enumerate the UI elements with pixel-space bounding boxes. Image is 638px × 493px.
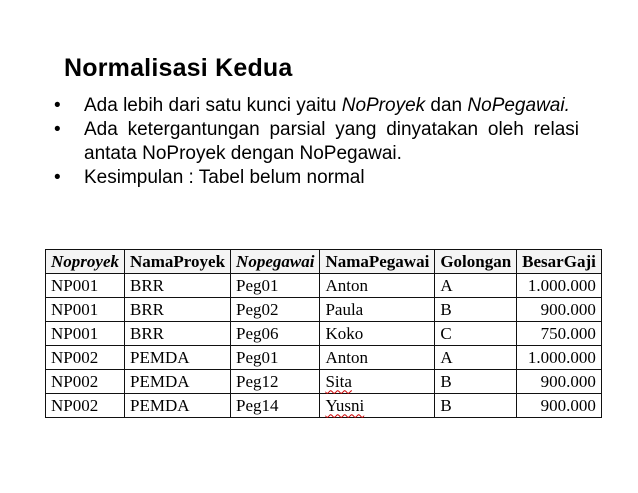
cell-namaproyek: PEMDA (124, 346, 230, 370)
bullet-text: Kesimpulan : Tabel belum normal (84, 167, 365, 188)
cell-golongan: A (435, 274, 517, 298)
cell-nopegawai: Peg01 (231, 274, 320, 298)
bullet-item (52, 118, 579, 166)
cell-namaproyek: PEMDA (124, 394, 230, 418)
cell-nopegawai: Peg02 (231, 298, 320, 322)
cell-golongan: C (435, 322, 517, 346)
cell-besargaji: 900.000 (517, 394, 602, 418)
cell-namapegawai: Paula (320, 298, 435, 322)
cell-namapegawai: Anton (320, 346, 435, 370)
cell-namapegawai: Yusni (320, 394, 435, 418)
cell-golongan: B (435, 298, 517, 322)
cell-golongan: A (435, 346, 517, 370)
table-header-row (46, 250, 602, 274)
table-row (46, 298, 602, 322)
cell-noproyek: NP001 (46, 274, 125, 298)
cell-golongan: B (435, 370, 517, 394)
cell-noproyek: NP001 (46, 298, 125, 322)
header-besargaji: BesarGaji (517, 250, 602, 274)
bullet-dot: • (54, 167, 61, 188)
bullet-key-nopegawai: NoPegawai. (467, 95, 570, 116)
cell-namapegawai: Koko (320, 322, 435, 346)
bullet-item (52, 166, 579, 190)
cell-golongan: B (435, 394, 517, 418)
cell-namaproyek: BRR (124, 322, 230, 346)
employee-project-table (45, 249, 601, 418)
bullet-text-part: Ada lebih dari satu kunci yaitu (84, 95, 342, 116)
header-golongan: Golongan (435, 250, 517, 274)
header-namapegawai: NamaPegawai (320, 250, 435, 274)
header-namaproyek: NamaProyek (124, 250, 230, 274)
cell-namaproyek: BRR (124, 274, 230, 298)
cell-namaproyek: BRR (124, 298, 230, 322)
bullet-item (52, 94, 579, 118)
bullet-dot: • (54, 119, 61, 140)
cell-besargaji: 900.000 (517, 298, 602, 322)
table-row (46, 346, 602, 370)
data-table (45, 249, 602, 418)
cell-nopegawai: Peg14 (231, 394, 320, 418)
cell-namapegawai: Sita (320, 370, 435, 394)
cell-noproyek: NP001 (46, 322, 125, 346)
header-nopegawai: Nopegawai (231, 250, 320, 274)
cell-namaproyek: PEMDA (124, 370, 230, 394)
cell-besargaji: 1.000.000 (517, 274, 602, 298)
cell-nopegawai: Peg06 (231, 322, 320, 346)
slide-title: Normalisasi Kedua (64, 54, 293, 82)
cell-besargaji: 750.000 (517, 322, 602, 346)
cell-noproyek: NP002 (46, 346, 125, 370)
table-row (46, 394, 602, 418)
cell-besargaji: 900.000 (517, 370, 602, 394)
bullet-text-part: dan (425, 95, 468, 116)
cell-besargaji: 1.000.000 (517, 346, 602, 370)
header-noproyek: Noproyek (46, 250, 125, 274)
table-row (46, 322, 602, 346)
bullet-key-noproyek: NoProyek (341, 95, 426, 116)
cell-noproyek: NP002 (46, 394, 125, 418)
cell-namapegawai: Anton (320, 274, 435, 298)
cell-noproyek: NP002 (46, 370, 125, 394)
table-row (46, 370, 602, 394)
bullet-text: Ada ketergantungan parsial yang dinyatakan oleh relasi antata NoProyek dengan NoPegawai. (84, 119, 579, 164)
table-row (46, 274, 602, 298)
cell-nopegawai: Peg01 (231, 346, 320, 370)
bullet-list (52, 94, 579, 190)
bullet-dot: • (54, 95, 61, 116)
cell-nopegawai: Peg12 (231, 370, 320, 394)
